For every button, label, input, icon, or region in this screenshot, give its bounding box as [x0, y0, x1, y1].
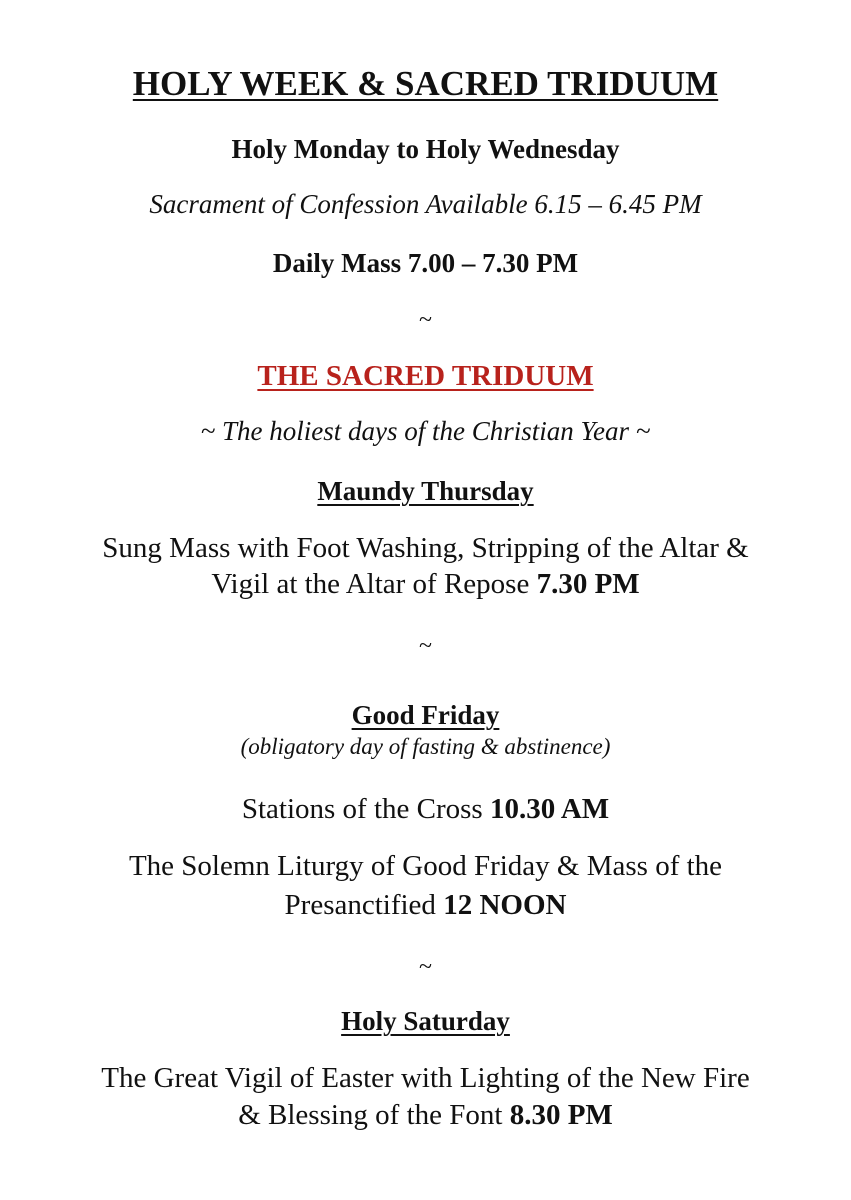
solemn-liturgy-line-1: The Solemn Liturgy of Good Friday & Mass of the [128, 850, 723, 882]
easter-vigil-time: 8.30 PM [509, 1099, 613, 1131]
daily-mass-times: Daily Mass 7.00 – 7.30 PM [272, 248, 579, 278]
separator: ~ [419, 307, 432, 333]
maundy-thursday-line-2-text: Vigil at the Altar of Repose [211, 568, 537, 600]
stations-time: 10.30 AM [489, 793, 610, 825]
stations-text: Stations of the Cross [241, 793, 490, 825]
solemn-liturgy-line-2 [0, 891, 851, 920]
easter-vigil-line-2 [0, 1101, 851, 1130]
separator: ~ [419, 954, 432, 980]
maundy-thursday-heading: Maundy Thursday [317, 476, 534, 506]
good-friday-heading: Good Friday [351, 700, 500, 730]
confession-times: Sacrament of Confession Available 6.15 – 6.45 PM [149, 189, 702, 219]
triduum-heading: THE SACRED TRIDUUM [257, 360, 594, 392]
solemn-liturgy-time: 12 NOON [443, 889, 567, 921]
maundy-thursday-time: 7.30 PM [536, 568, 640, 600]
solemn-liturgy-text: Presanctified [284, 889, 444, 921]
holy-saturday-heading: Holy Saturday [341, 1006, 510, 1036]
page-title: HOLY WEEK & SACRED TRIDUUM [132, 64, 719, 103]
good-friday-note: (obligatory day of fasting & abstinence) [240, 734, 611, 759]
holy-week-heading: Holy Monday to Holy Wednesday [231, 134, 620, 164]
maundy-thursday-line-1: Sung Mass with Foot Washing, Stripping of the Altar & [102, 532, 749, 564]
maundy-thursday-line-2 [0, 570, 851, 599]
easter-vigil-line-1: The Great Vigil of Easter with Lighting of the New Fire [101, 1062, 750, 1094]
easter-vigil-text: & Blessing of the Font [238, 1099, 510, 1131]
triduum-subheading: ~ The holiest days of the Christian Year ~ [200, 416, 651, 446]
separator: ~ [419, 633, 432, 659]
stations-of-the-cross [0, 795, 851, 824]
